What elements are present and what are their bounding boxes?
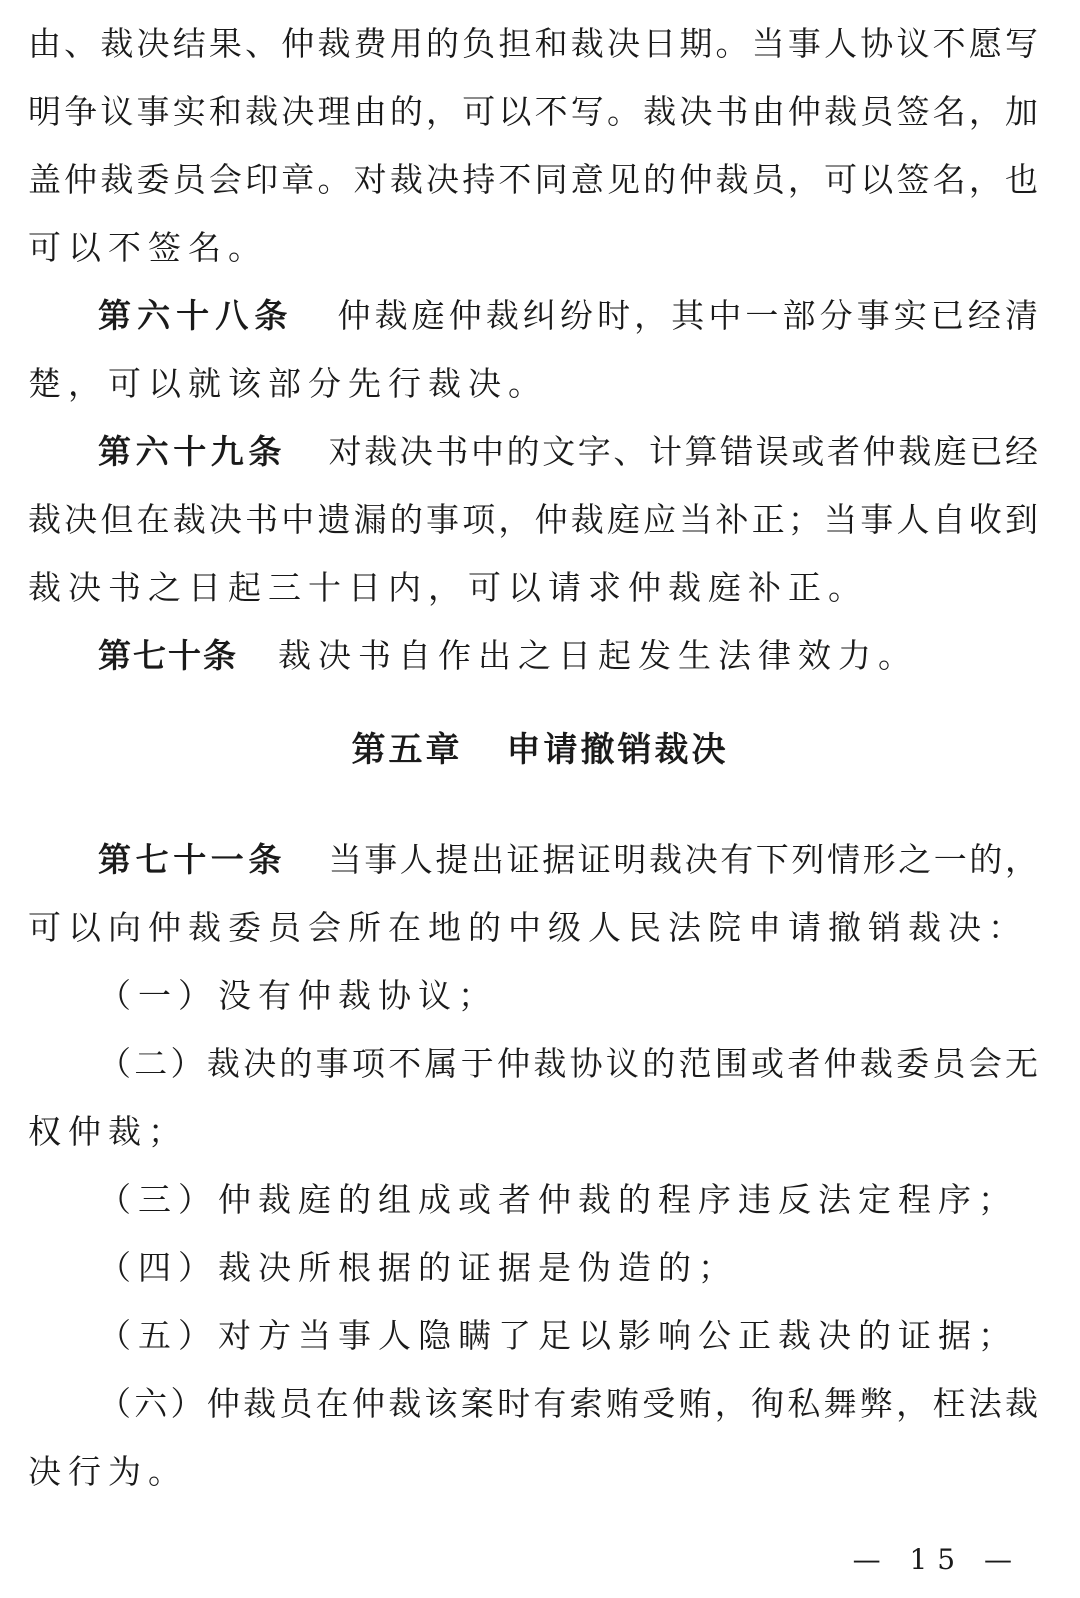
article-69-first-line (98, 430, 1038, 474)
list-item: （一）没有仲裁协议； (98, 976, 498, 1015)
list-item-continuation: 决行为。 (28, 1452, 188, 1491)
paragraph-line: 楚，可以就该部分先行裁决。 (28, 364, 548, 403)
list-item: （二）裁决的事项不属于仲裁协议的范围或者仲裁委员会无 (98, 1044, 1038, 1083)
paragraph-line: 由、裁决结果、仲裁费用的负担和裁决日期。当事人协议不愿写 (28, 24, 1038, 63)
paragraph-line: 明争议事实和裁决理由的，可以不写。裁决书由仲裁员签名，加 (28, 92, 1038, 131)
article-70-line (98, 634, 1038, 678)
article-68-first-line (98, 294, 1038, 338)
article-71-heading: 第七十一条 (98, 840, 286, 879)
paragraph-line: 裁决书之日起三十日内，可以请求仲裁庭补正。 (28, 568, 868, 607)
chapter-title: 申请撤销裁决 (506, 730, 729, 770)
article-70-heading: 第七十条 (98, 636, 238, 675)
article-68-heading: 第六十八条 (98, 296, 294, 335)
chapter-heading (0, 728, 1080, 772)
list-item: （六）仲裁员在仲裁该案时有索贿受贿，徇私舞弊，枉法裁 (98, 1384, 1038, 1423)
list-item: （四）裁决所根据的证据是伪造的； (98, 1248, 738, 1287)
paragraph-line: 裁决但在裁决书中遗漏的事项，仲裁庭应当补正；当事人自收到 (28, 500, 1038, 539)
article-69-text: 对裁决书中的文字、计算错误或者仲裁庭已经 (326, 432, 1039, 471)
article-71-first-line (98, 838, 1038, 882)
list-item: （五）对方当事人隐瞒了足以影响公正裁决的证据； (98, 1316, 1018, 1355)
list-item: （三）仲裁庭的组成或者仲裁的程序违反法定程序； (98, 1180, 1018, 1219)
page-number: — 15 — (852, 1543, 1022, 1576)
chapter-number: 第五章 (351, 730, 463, 770)
article-71-text: 当事人提出证据证明裁决有下列情形之一的， (326, 840, 1039, 879)
article-68-text: 仲裁庭仲裁纠纷时，其中一部分事实已经清 (333, 296, 1039, 335)
article-69-heading: 第六十九条 (98, 432, 286, 471)
paragraph-line: 可以向仲裁委员会所在地的中级人民法院申请撤销裁决： (28, 908, 1028, 947)
paragraph-line: 盖仲裁委员会印章。对裁决持不同意见的仲裁员，可以签名，也 (28, 160, 1038, 199)
article-70-text: 裁决书自作出之日起发生法律效力。 (278, 636, 918, 675)
list-item-continuation: 权仲裁； (28, 1112, 188, 1151)
paragraph-line: 可以不签名。 (28, 228, 268, 267)
